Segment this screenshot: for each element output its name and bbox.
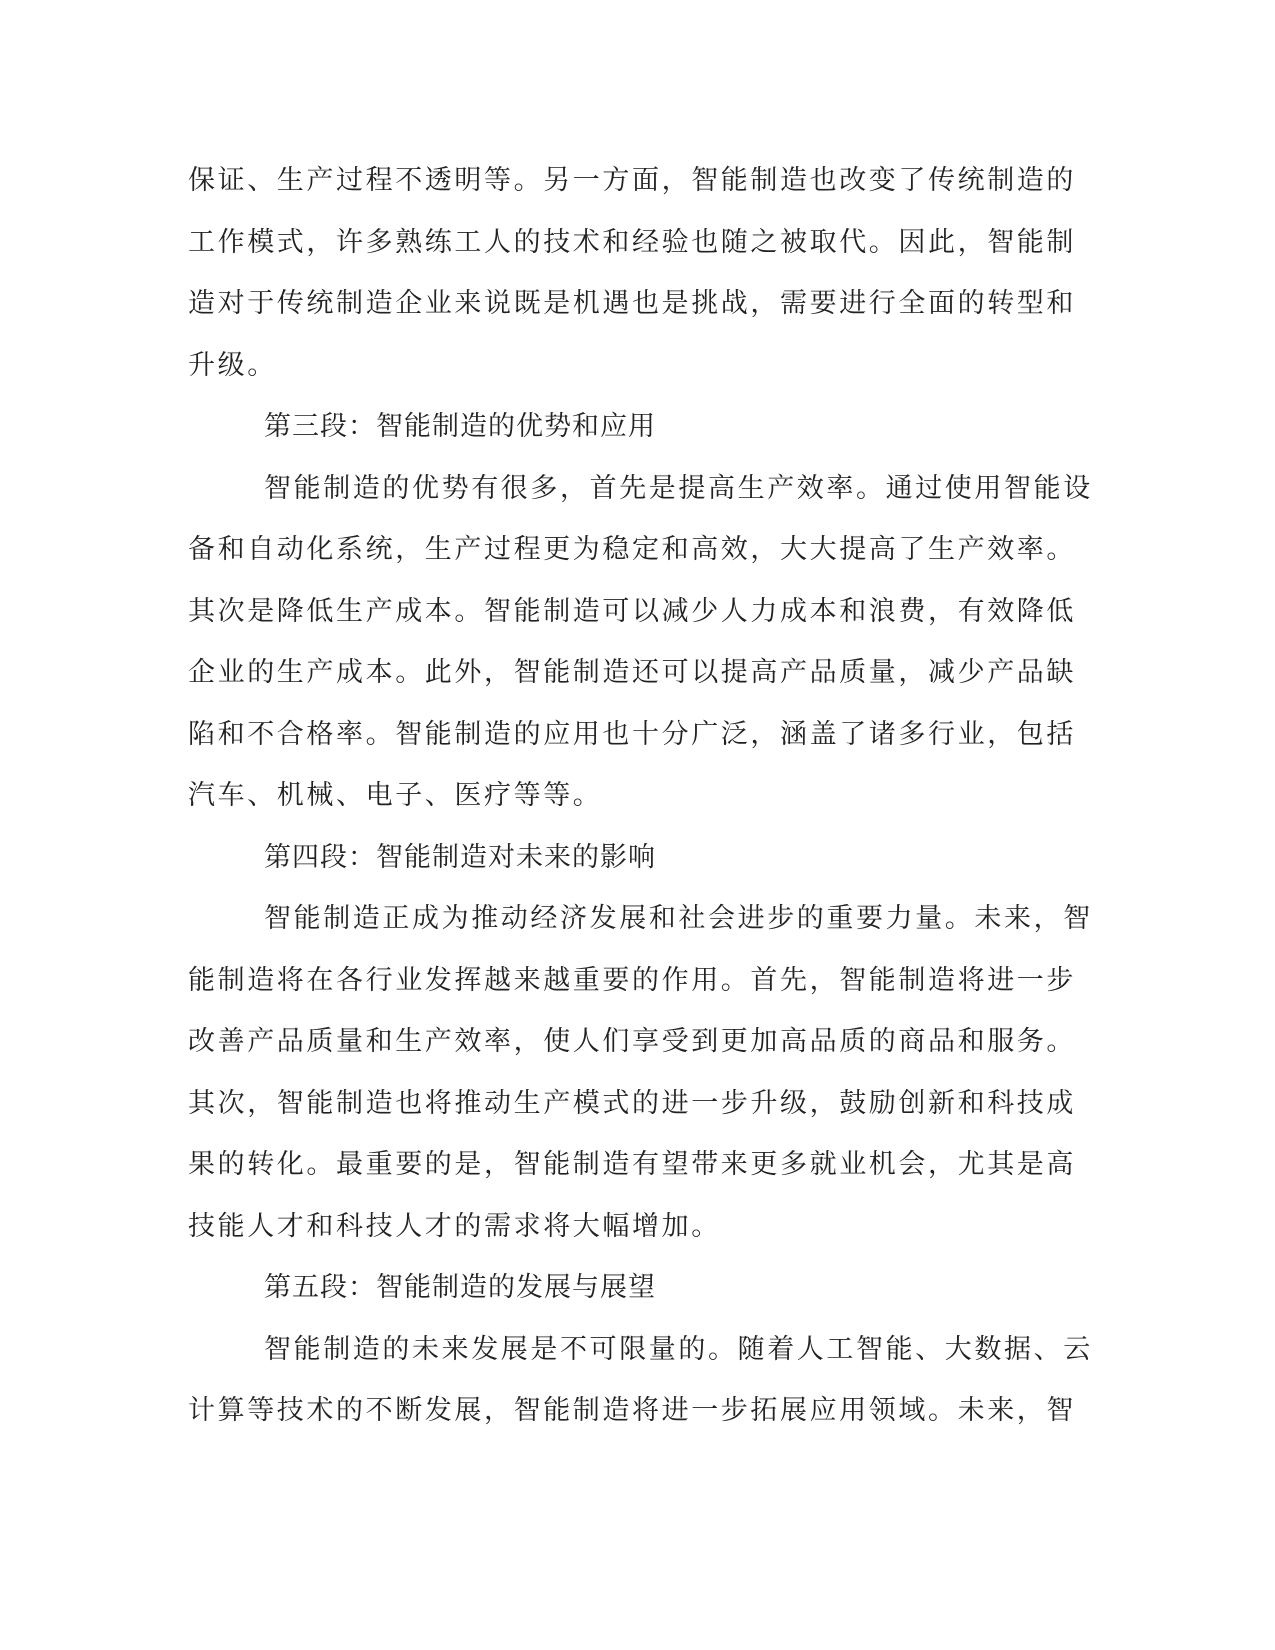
- paragraph-line: 改善产品质量和生产效率，使人们享受到更加高品质的商品和服务。: [188, 1026, 1076, 1057]
- paragraph-line: 陷和不合格率。智能制造的应用也十分广泛，涵盖了诸多行业，包括: [188, 718, 1076, 750]
- paragraph-line: 造对于传统制造企业来说既是机遇也是挑战，需要进行全面的转型和: [188, 288, 1076, 319]
- section-heading-5: 第五段：智能制造的发展与展望: [264, 1272, 656, 1303]
- paragraph-line: 企业的生产成本。此外，智能制造还可以提高产品质量，减少产品缺: [188, 657, 1076, 688]
- paragraph-line: 其次是降低生产成本。智能制造可以减少人力成本和浪费，有效降低: [188, 595, 1076, 627]
- paragraph-line: 保证、生产过程不透明等。另一方面，智能制造也改变了传统制造的: [188, 165, 1076, 196]
- paragraph-first-line: 智能制造正成为推动经济发展和社会进步的重要力量。未来，智: [264, 903, 1093, 934]
- paragraph-first-line: 智能制造的优势有很多，首先是提高生产效率。通过使用智能设: [264, 472, 1093, 504]
- paragraph-line: 汽车、机械、电子、医疗等等。: [188, 780, 603, 811]
- paragraph-line: 计算等技术的不断发展，智能制造将进一步拓展应用领域。未来，智: [188, 1395, 1076, 1426]
- paragraph-line: 能制造将在各行业发挥越来越重要的作用。首先，智能制造将进一步: [188, 964, 1076, 996]
- paragraph-line: 果的转化。最重要的是，智能制造有望带来更多就业机会，尤其是高: [188, 1149, 1076, 1180]
- document-page: [188, 150, 1093, 1442]
- paragraph-line: 升级。: [188, 349, 277, 381]
- paragraph-line: 其次，智能制造也将推动生产模式的进一步升级，鼓励创新和科技成: [188, 1087, 1076, 1119]
- section-heading-4: 第四段：智能制造对未来的影响: [264, 841, 656, 873]
- paragraph-first-line: 智能制造的未来发展是不可限量的。随着人工智能、大数据、云: [264, 1333, 1093, 1365]
- paragraph-line: 备和自动化系统，生产过程更为稳定和高效，大大提高了生产效率。: [188, 534, 1076, 565]
- paragraph-line: 工作模式，许多熟练工人的技术和经验也随之被取代。因此，智能制: [188, 226, 1076, 258]
- section-heading-3: 第三段：智能制造的优势和应用: [264, 411, 656, 442]
- paragraph-line: 技能人才和科技人才的需求将大幅增加。: [188, 1210, 721, 1242]
